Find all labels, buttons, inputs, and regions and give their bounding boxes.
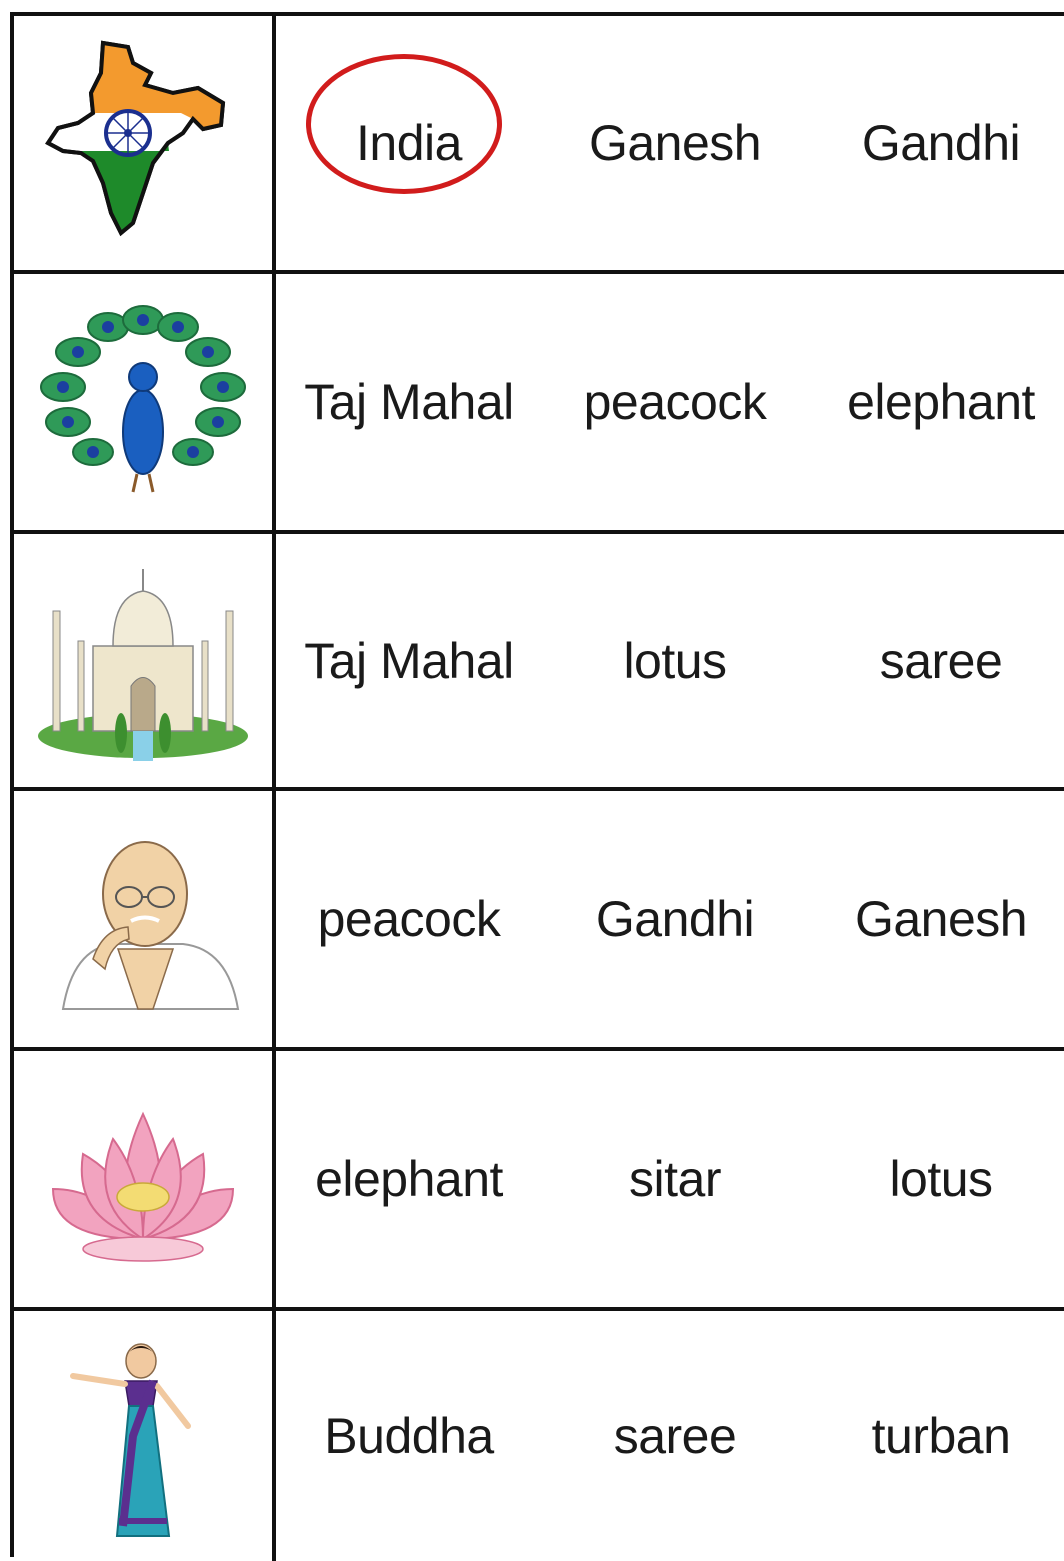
word-option[interactable]: Ganesh [854, 891, 1028, 947]
table-row [14, 16, 1064, 274]
picture-cell [14, 274, 276, 530]
taj-mahal-icon [33, 551, 253, 771]
table-row [14, 274, 1064, 534]
word-option[interactable]: saree [613, 1408, 737, 1464]
word-option[interactable]: Gandhi [861, 115, 1021, 171]
picture-cell [14, 16, 276, 270]
word-option[interactable]: elephant [315, 1151, 503, 1207]
word-option[interactable]: sitar [629, 1151, 721, 1207]
picture-cell [14, 1051, 276, 1307]
picture-cell [14, 1311, 276, 1561]
word-option[interactable]: lotus [889, 1151, 993, 1207]
picture-cell [14, 534, 276, 787]
word-option[interactable]: lotus [623, 632, 727, 689]
word-option[interactable]: Ganesh [588, 115, 762, 171]
peacock-icon [33, 292, 253, 512]
india-map-icon [33, 33, 253, 253]
word-option[interactable]: peacock [317, 891, 501, 947]
lotus-icon [33, 1069, 253, 1289]
word-option[interactable]: Gandhi [595, 891, 755, 947]
picture-cell [14, 791, 276, 1047]
word-option[interactable]: turban [871, 1408, 1011, 1464]
gandhi-icon [33, 809, 253, 1029]
saree-woman-icon [33, 1326, 253, 1546]
word-option[interactable]: elephant [847, 374, 1035, 430]
word-option[interactable]: peacock [583, 374, 767, 430]
table-row [14, 791, 1064, 1051]
word-option[interactable]: India [356, 115, 462, 171]
word-option[interactable]: Buddha [324, 1408, 494, 1464]
table-row [14, 1051, 1064, 1311]
word-option[interactable]: Taj Mahal [304, 374, 514, 430]
word-option[interactable]: Taj Mahal [304, 632, 514, 689]
worksheet-table [10, 12, 1064, 1557]
table-row [14, 1311, 1064, 1561]
word-option[interactable]: saree [879, 632, 1003, 689]
table-row [14, 534, 1064, 791]
